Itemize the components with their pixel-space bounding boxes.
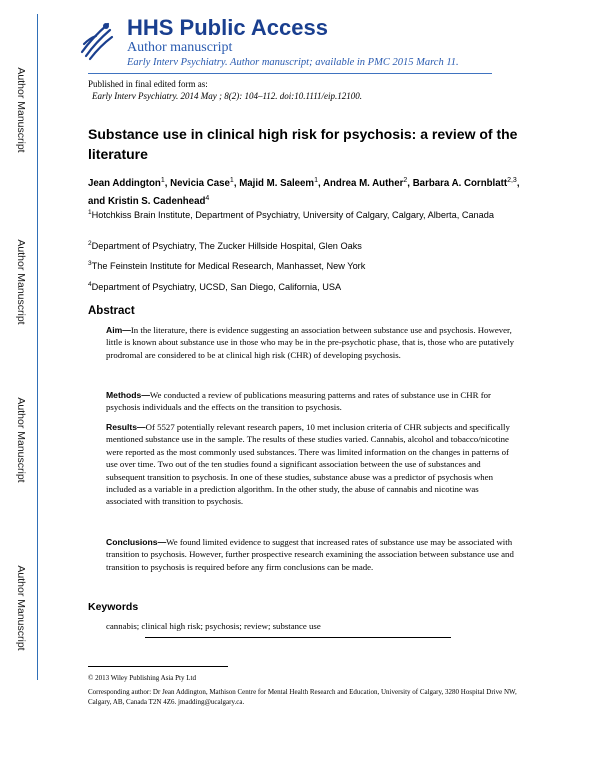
footnote-divider xyxy=(88,666,228,667)
author-separator: , xyxy=(233,178,240,190)
author-affiliation-mark: 1 xyxy=(314,177,318,184)
affiliation-number: 4 xyxy=(88,281,92,288)
affiliation xyxy=(88,278,528,294)
author-separator: , xyxy=(407,178,413,190)
author-affiliation-mark: 1 xyxy=(229,177,234,184)
citation-line xyxy=(88,90,362,102)
published-final-form-label: Published in final edited form as: xyxy=(88,79,208,89)
keywords-list: cannabis; clinical high risk; psychosis; review; substance use xyxy=(106,621,321,631)
abstract-results xyxy=(106,421,516,508)
author-name: Jean Addington xyxy=(88,178,161,190)
author-name: Barbara A. Cornblatt xyxy=(412,178,508,190)
affiliation-number: 3 xyxy=(88,260,92,267)
affiliation xyxy=(88,237,528,253)
hhs-eagle-logo-icon xyxy=(78,18,114,62)
sidebar-divider xyxy=(37,14,38,680)
abstract-heading: Abstract xyxy=(88,305,135,317)
author-separator: , xyxy=(164,178,171,190)
article-title: Substance use in clinical high risk for psychosis: a review of the literature xyxy=(88,126,518,162)
affiliation-number: 2 xyxy=(88,240,92,247)
abstract-aim xyxy=(106,324,516,361)
header-divider xyxy=(88,73,492,74)
keywords-heading: Keywords xyxy=(88,601,139,613)
citation-text: Early Interv Psychiatry. 2014 May ; 8(2): 104–112. doi:10.1111/eip.12100. xyxy=(92,91,363,101)
affiliation-text: Department of Psychiatry, The Zucker Hillside Hospital, Glen Oaks xyxy=(91,241,362,252)
aim-text: In the literature, there is evidence suggesting an association between substance use and psychosis. However, little is known about substance use in those who may be in the pre-psychotic phase, that is, those who are putatively prodromal are considered to be at clinical high risk (CHR) of developing psychosis. xyxy=(106,325,514,360)
author-name: Andrea M. Auther xyxy=(323,178,404,190)
author-and: and xyxy=(88,196,106,208)
sidebar-label: Author Manuscript xyxy=(15,565,27,651)
author-manuscript-subtitle: Author manuscript xyxy=(127,40,233,55)
abstract-methods xyxy=(106,389,516,414)
conclusions-label: Conclusions— xyxy=(106,537,167,547)
author-name: Kristin S. Cadenhead xyxy=(107,196,206,208)
affiliation xyxy=(88,257,528,273)
hhs-public-access-title: HHS Public Access xyxy=(127,15,328,40)
author-separator: , xyxy=(516,178,520,190)
journal-availability-text: Early Interv Psychiatry. Author manuscript; available in PMC 2015 March 11. xyxy=(127,57,459,68)
author-manuscript-sidebar xyxy=(0,0,40,680)
sidebar-label: Author Manuscript xyxy=(15,67,27,153)
author-list xyxy=(88,173,528,209)
publication-info xyxy=(88,78,362,102)
affiliation-text: Hotchkiss Brain Institute, Department of Psychiatry, University of Calgary, Calgary, Alberta, Canada xyxy=(91,210,494,221)
conclusions-text: We found limited evidence to suggest that increased rates of substance use may be associated with transition to psychosis. However, further prospective research examining the association between substance use and transition to psychosis is required before any firm conclusions can be made. xyxy=(106,537,514,572)
aim-label: Aim— xyxy=(106,325,131,335)
author-affiliation-mark: 2,3 xyxy=(507,177,517,184)
keywords-divider xyxy=(145,637,451,638)
sidebar-label: Author Manuscript xyxy=(15,397,27,483)
author-name: Nevicia Case xyxy=(170,178,230,190)
sidebar-label: Author Manuscript xyxy=(15,239,27,325)
author-affiliation-mark: 4 xyxy=(205,195,210,203)
affiliation-number: 1 xyxy=(88,209,92,216)
affiliation-text: The Feinstein Institute for Medical Research, Manhasset, New York xyxy=(91,261,366,272)
abstract-conclusions xyxy=(106,536,516,573)
author-affiliation-mark: 1 xyxy=(160,177,165,184)
results-label: Results— xyxy=(106,422,146,432)
journal-availability-line xyxy=(127,57,459,68)
author-name: Majid M. Saleem xyxy=(239,178,315,190)
copyright-notice: © 2013 Wiley Publishing Asia Pty Ltd xyxy=(88,674,196,682)
author-affiliation-mark: 2 xyxy=(403,177,408,184)
author-separator: , xyxy=(317,178,323,190)
affiliation xyxy=(88,206,528,222)
corresponding-author-note: Corresponding author: Dr Jean Addington, Mathison Centre for Mental Health Research and Education, University of Calgary, 3280 Hospital Drive NW, Calgary, AB, Canada T2N 4Z6. jmadding@ucalgary.ca. xyxy=(88,688,517,706)
methods-text: We conducted a review of publications measuring patterns and rates of substance use in CHR for psychosis individuals and the effects on the transition to psychosis. xyxy=(106,390,491,413)
affiliation-text: Department of Psychiatry, UCSD, San Diego, California, USA xyxy=(91,282,342,293)
results-text: Of 5527 potentially relevant research papers, 10 met inclusion criteria of CHR subjects and specifically mentioned substance use in the sample. The results of these studies varied. Cannabis, alcohol and tobacco/nicotine were reported as the most commonly used substances. There was limited information on the changes in patterns of use over time. Two out of the ten studies found a significant association between the use of substances and subsequent transition to psychosis. In one of these studies, substance abuse was a predictor of psychosis when included as a variable in a prediction algorithm. In the other study, the abuse of cannabis and nicotine was associated with transition to psychosis. xyxy=(106,422,510,507)
methods-label: Methods— xyxy=(106,390,150,400)
